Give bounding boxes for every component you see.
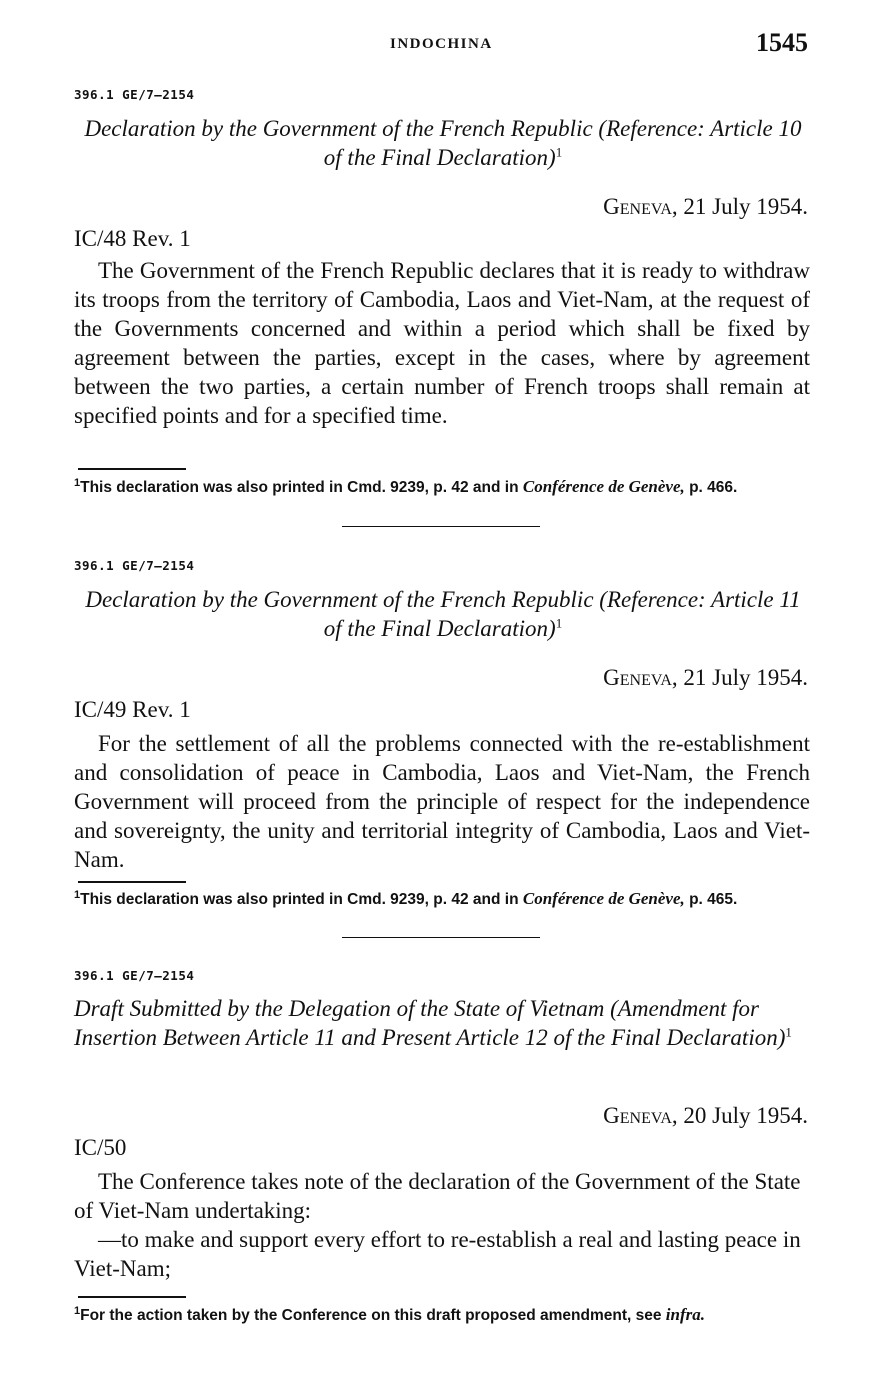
document-id: IC/48 Rev. 1: [74, 226, 191, 251]
paragraph: For the settlement of all the problems connected with the re-establishment and consolidation of peace in Cambodia, Laos and Viet-Nam, the French Government will proceed from the principle of respect for the independence and sovereignty, the unity and territorial integrity of Cambodia, Laos and Viet-Nam.: [74, 731, 810, 872]
dateline: [603, 194, 808, 220]
document-title-text: Declaration by the Government of the French Republic (Reference: Article 10 of the Final Declaration): [84, 116, 802, 170]
footnote: [74, 1305, 810, 1326]
footnote-reference: 1: [555, 144, 563, 160]
footnote-rule: [78, 468, 186, 470]
dateline: [603, 665, 808, 691]
dateline-place: Geneva,: [603, 1103, 678, 1128]
footnote: [74, 889, 810, 910]
dateline: [603, 1103, 808, 1129]
paragraph: The Government of the French Republic declares that it is ready to withdraw its troops from the territory of Cambodia, Laos and Viet-Nam, at the request of the Governments concerned and within a period which shall be fixed by agreement between the parties, except in the cases, where by agreement between the two parties, a certain number of French troops shall remain at specified points and for a specified time.: [74, 258, 810, 428]
footnote-italic: infra.: [665, 1305, 706, 1324]
footnote-tail: p. 465.: [689, 891, 738, 908]
dateline-place: Geneva,: [603, 665, 678, 690]
document-title: [74, 994, 812, 1052]
section-separator: [342, 526, 540, 527]
footnote-rule: [78, 881, 186, 883]
page-number: 1545: [756, 28, 808, 57]
document-title-text: Declaration by the Government of the French Republic (Reference: Article 11 of the Final Declaration): [85, 587, 801, 641]
document-title-text: Draft Submitted by the Delegation of the State of Vietnam (Amendment for Insertion Between Article 11 and Present Article 12 of the Final Declaration): [74, 996, 786, 1050]
footnote-text: This declaration was also printed in Cmd. 9239, p. 42 and in: [80, 479, 519, 496]
document-id: IC/50: [74, 1135, 127, 1160]
footnote-number: 1: [74, 888, 81, 901]
footnote-italic: Conférence de Genève,: [522, 477, 685, 496]
footnote-text: This declaration was also printed in Cmd. 9239, p. 42 and in: [80, 891, 519, 908]
footnote-tail: p. 466.: [689, 479, 738, 496]
dateline-place: Geneva,: [603, 194, 678, 219]
body-text: [74, 729, 810, 874]
dateline-date: 21 July 1954.: [683, 194, 808, 219]
footnote-text: For the action taken by the Conference on this draft proposed amendment, see: [80, 1307, 662, 1324]
footnote-reference: 1: [785, 1024, 792, 1040]
footnote-number: 1: [74, 476, 81, 489]
paragraph: —to make and support every effort to re-establish a real and lasting peace in Viet-Nam;: [74, 1227, 801, 1281]
body-text: [74, 256, 810, 430]
footnote: [74, 477, 810, 498]
document-code: 396.1 GE/7–2154: [74, 968, 195, 983]
dateline-date: 21 July 1954.: [683, 665, 808, 690]
footnote-italic: Conférence de Genève,: [522, 889, 685, 908]
document-title: [74, 585, 812, 643]
dateline-date: 20 July 1954.: [683, 1103, 808, 1128]
document-code: 396.1 GE/7–2154: [74, 558, 195, 573]
paragraph: The Conference takes note of the declaration of the Government of the State of Viet-Nam undertaking:: [74, 1169, 801, 1223]
footnote-rule: [78, 1296, 186, 1298]
document-code: 396.1 GE/7–2154: [74, 87, 195, 102]
footnote-reference: 1: [555, 615, 563, 631]
section-separator: [342, 937, 540, 938]
document-title: [74, 114, 812, 172]
footnote-number: 1: [74, 1304, 81, 1317]
running-head: INDOCHINA: [390, 36, 493, 52]
body-text: [74, 1167, 810, 1283]
document-id: IC/49 Rev. 1: [74, 697, 191, 722]
